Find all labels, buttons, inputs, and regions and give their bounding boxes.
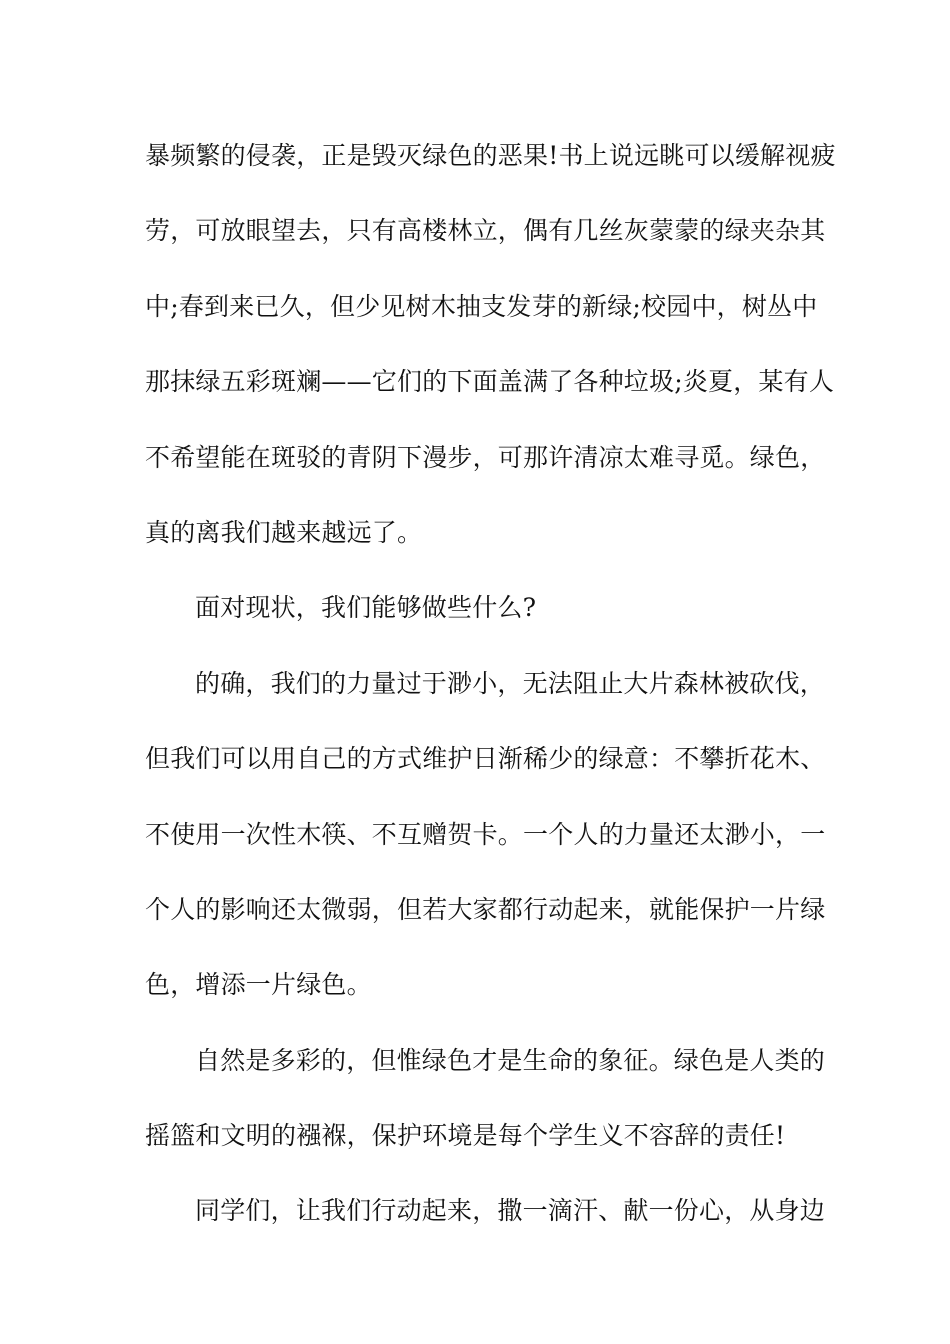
- text-line: 暴频繁的侵袭，正是毁灭绿色的恶果!书上说远眺可以缓解视疲: [145, 141, 836, 170]
- paragraph-start-line: 的确，我们的力量过于渺小，无法阻止大片森林被砍伐，: [195, 668, 826, 698]
- text-line: 个人的影响还太微弱，但若大家都行动起来，就能保护一片绿: [145, 894, 826, 924]
- text-line: 劳，可放眼望去，只有高楼林立，偶有几丝灰蒙蒙的绿夹杂其: [145, 216, 826, 246]
- text-line: 不希望能在斑驳的青阴下漫步，可那许清凉太难寻觅。绿色，: [145, 442, 826, 472]
- text-line: 色，增添一片绿色。: [145, 970, 372, 1000]
- text-line: 真的离我们越来越远了。: [145, 517, 423, 547]
- text-line: 中;春到来已久，但少见树木抽支发芽的新绿;校园中，树丛中: [145, 291, 818, 321]
- paragraph-start-line: 面对现状，我们能够做些什么?: [195, 593, 537, 623]
- text-line: 摇篮和文明的襁褓，保护环境是每个学生义不容辞的责任!: [145, 1121, 786, 1151]
- text-line: 但我们可以用自己的方式维护日渐稀少的绿意：不攀折花木、: [145, 744, 826, 774]
- paragraph-start-line: 同学们，让我们行动起来，撒一滴汗、献一份心，从身边: [195, 1196, 826, 1226]
- text-line: 那抹绿五彩斑斓——它们的下面盖满了各种垃圾;炎夏，某有人: [145, 367, 835, 397]
- text-line: 不使用一次性木筷、不互赠贺卡。一个人的力量还太渺小，一: [145, 819, 826, 849]
- text-body: [145, 130, 836, 1261]
- paragraph-start-line: 自然是多彩的，但惟绿色才是生命的象征。绿色是人类的: [195, 1045, 826, 1075]
